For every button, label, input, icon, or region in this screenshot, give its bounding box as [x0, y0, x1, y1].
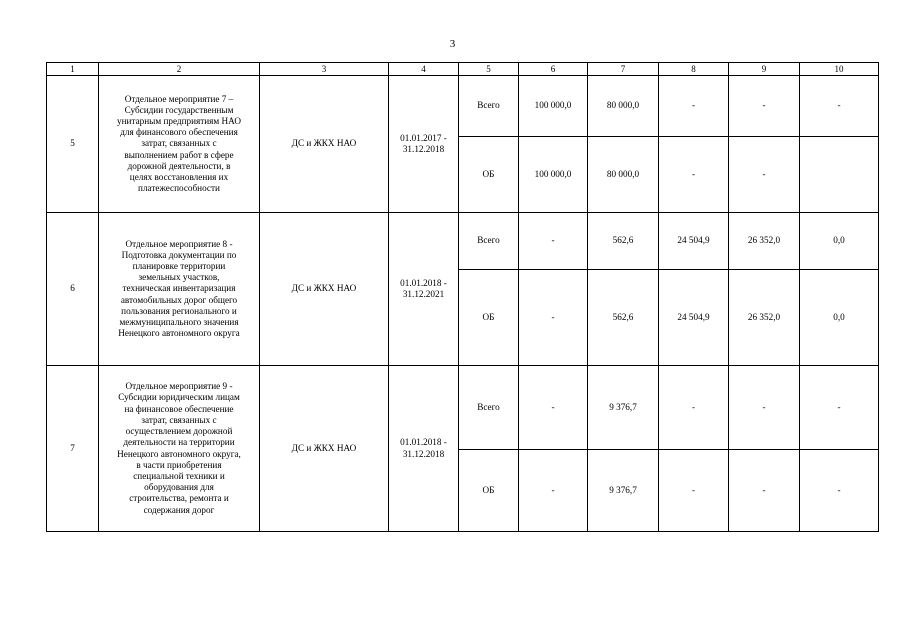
description-line: платежеспособности [138, 183, 220, 194]
header-cell: 4 [389, 63, 459, 76]
value-cell: - [659, 76, 729, 137]
description-line: затрат, связанных с [141, 138, 217, 149]
value-cell [800, 137, 879, 213]
description-line: деятельности на территории [123, 437, 235, 448]
value-cell: - [659, 366, 729, 450]
row-number: 6 [47, 213, 99, 366]
value-cell: 26 352,0 [729, 213, 800, 270]
measure-description [99, 213, 260, 366]
funding-type: Всего [459, 213, 519, 270]
description-line: целях восстановления их [129, 172, 229, 183]
executor-cell: ДС и ЖКХ НАО [260, 213, 389, 366]
period-end: 31.12.2018 [402, 448, 445, 459]
value-cell: - [800, 76, 879, 137]
description-line: Отдельное мероприятие 9 - [125, 381, 233, 392]
header-row [47, 63, 879, 76]
value-cell: 9 376,7 [588, 450, 659, 532]
table-row [47, 366, 879, 450]
funding-type: ОБ [459, 450, 519, 532]
description-line: Ненецкого автономного округа, [117, 448, 241, 459]
value-cell: 0,0 [800, 270, 879, 366]
description-line: земельных участков, [138, 272, 220, 283]
value-cell: 9 376,7 [588, 366, 659, 450]
description-line: содержания дорог [143, 504, 215, 515]
value-cell: - [800, 450, 879, 532]
period-cell [389, 76, 459, 213]
value-cell: - [519, 270, 588, 366]
executor-cell: ДС и ЖКХ НАО [260, 76, 389, 213]
period-end: 31.12.2018 [402, 144, 445, 154]
executor-cell: ДС и ЖКХ НАО [260, 366, 389, 532]
header-cell: 7 [588, 63, 659, 76]
header-cell: 3 [260, 63, 389, 76]
description-line: техническая инвентаризация [122, 283, 236, 294]
value-cell: 0,0 [800, 213, 879, 270]
value-cell: 24 504,9 [659, 270, 729, 366]
description-line: планировке территории [132, 260, 226, 271]
description-line: пользования регионального и [121, 305, 237, 316]
value-cell: - [729, 366, 800, 450]
description-line: затрат, связанных с [141, 414, 217, 425]
value-cell: 26 352,0 [729, 270, 800, 366]
description-line: Ненецкого автономного округа [118, 328, 240, 339]
header-cell: 5 [459, 63, 519, 76]
period-start: 01.01.2018 - [400, 277, 447, 288]
value-cell: - [659, 137, 729, 213]
funding-type: Всего [459, 76, 519, 137]
description-line: строительства, ремонта и [129, 493, 229, 504]
header-cell: 9 [729, 63, 800, 76]
funding-type: ОБ [459, 137, 519, 213]
value-cell: - [519, 213, 588, 270]
description-line: для финансового обеспечения [120, 127, 238, 138]
funding-type: ОБ [459, 270, 519, 366]
header-cell: 2 [99, 63, 260, 76]
description-line: Субсидии государственным [124, 104, 234, 115]
description-line: в части приобретения [136, 459, 222, 470]
table-row [47, 76, 879, 137]
measure-description [99, 366, 260, 532]
value-cell: - [519, 366, 588, 450]
description-line: на финансовое обеспечение [124, 403, 234, 414]
value-cell: 80 000,0 [588, 76, 659, 137]
description-line: Субсидии юридическим лицам [118, 392, 240, 403]
description-line: специальной техники и [133, 470, 225, 481]
header-cell: 6 [519, 63, 588, 76]
header-cell: 8 [659, 63, 729, 76]
program-table [46, 62, 879, 532]
row-number: 5 [47, 76, 99, 213]
value-cell: 24 504,9 [659, 213, 729, 270]
description-line: межмуниципального значения [119, 317, 239, 328]
value-cell: - [659, 450, 729, 532]
description-line: осуществлением дорожной [125, 426, 233, 437]
measure-description [99, 76, 260, 213]
table-row [47, 213, 879, 270]
description-line: автомобильных дорог общего [120, 294, 238, 305]
value-cell: - [729, 450, 800, 532]
description-line: Отдельное мероприятие 8 - [125, 238, 233, 249]
value-cell: - [729, 76, 800, 137]
header-cell: 10 [800, 63, 879, 76]
value-cell: 562,6 [588, 270, 659, 366]
row-number: 7 [47, 366, 99, 532]
description-line: Отдельное мероприятие 7 – [124, 93, 234, 104]
description-line: выполнением работ в сфере [124, 149, 234, 160]
description-line: дорожной деятельности, в [127, 160, 231, 171]
funding-type: Всего [459, 366, 519, 450]
description-line: унитарным предприятиям НАО [117, 115, 241, 126]
value-cell: 80 000,0 [588, 137, 659, 213]
value-cell: 562,6 [588, 213, 659, 270]
value-cell: 100 000,0 [519, 137, 588, 213]
period-end: 31.12.2021 [402, 289, 445, 299]
value-cell: - [729, 137, 800, 213]
header-cell: 1 [47, 63, 99, 76]
period-cell [389, 213, 459, 366]
value-cell: - [800, 366, 879, 450]
period-cell [389, 366, 459, 532]
period-start: 01.01.2018 - [400, 437, 447, 448]
description-line: оборудования для [144, 482, 214, 493]
description-line: Подготовка документации по [121, 249, 237, 260]
value-cell: 100 000,0 [519, 76, 588, 137]
value-cell: - [519, 450, 588, 532]
period-start: 01.01.2017 - [400, 132, 447, 143]
page-number: 3 [449, 38, 456, 50]
